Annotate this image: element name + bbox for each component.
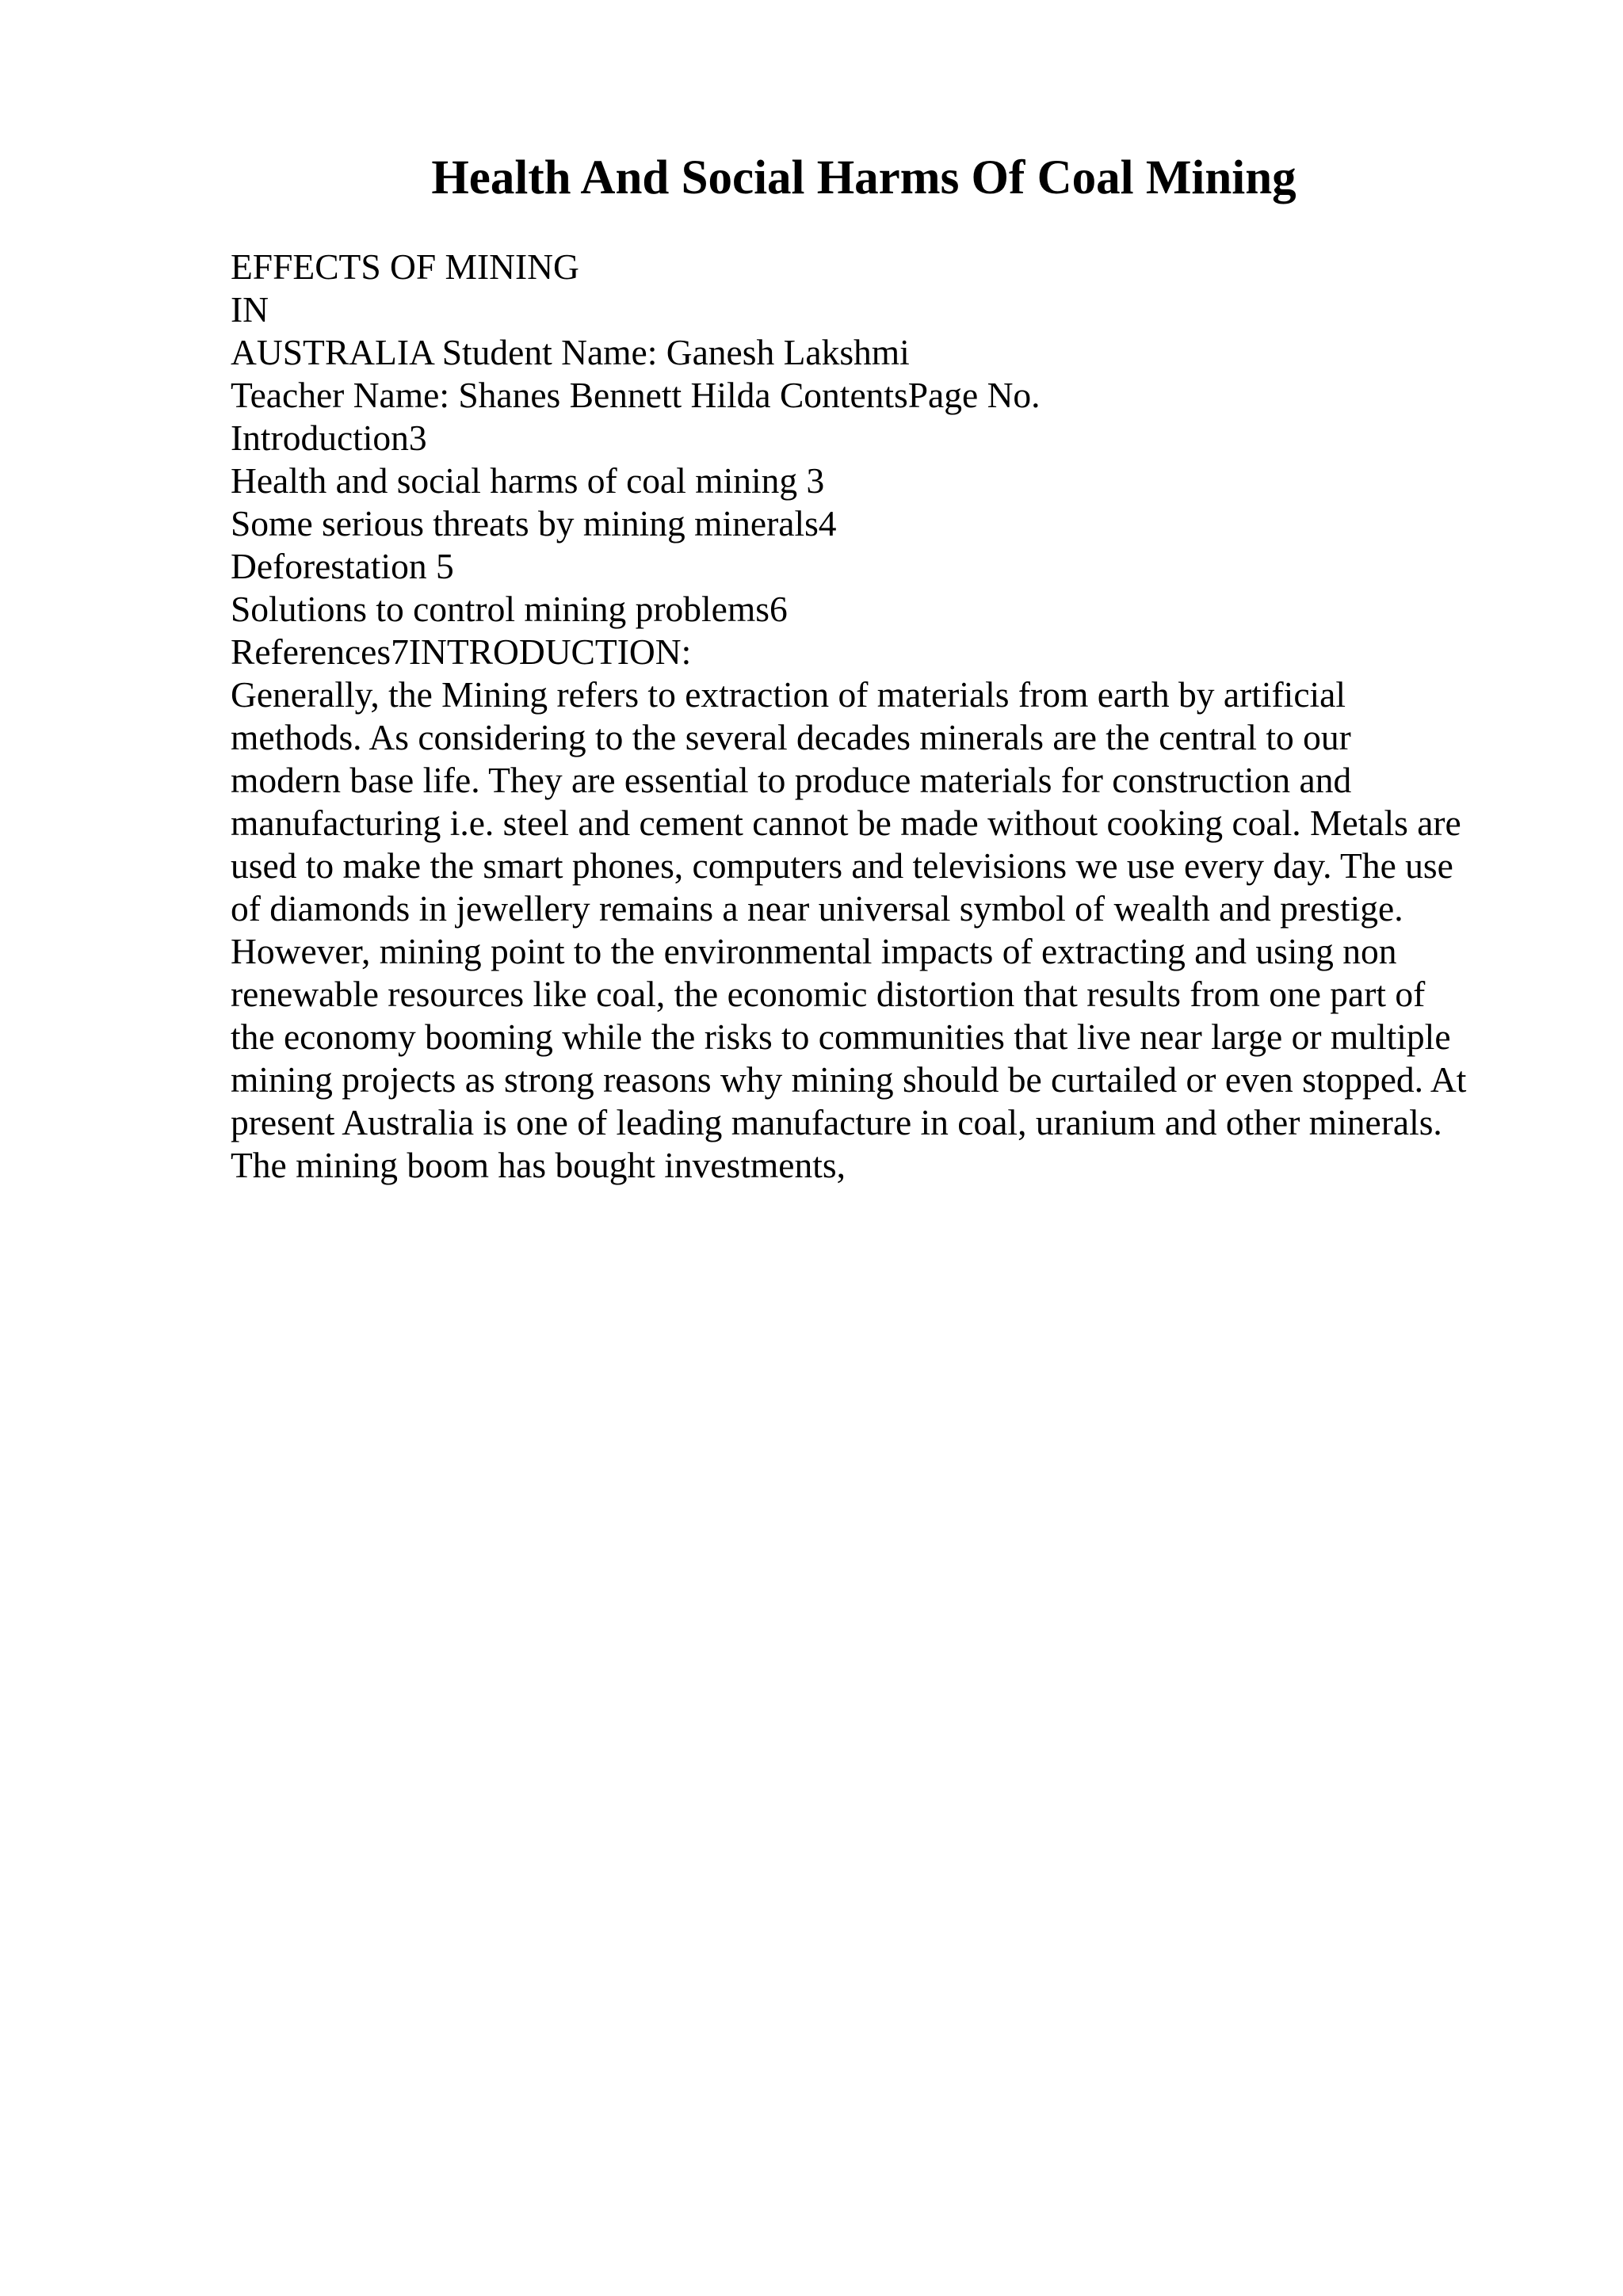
paragraph-line: modern base life. They are essential to produce materials for construction and (231, 760, 1352, 800)
paragraph-line: used to make the smart phones, computers and televisions we use every day. The use (231, 845, 1453, 886)
toc-entry-references: References7INTRODUCTION: (231, 631, 692, 672)
paragraph-line: The mining boom has bought investments, (231, 1145, 846, 1185)
document-title: Health And Social Harms Of Coal Mining (431, 151, 1296, 204)
toc-entry-solutions: Solutions to control mining problems6 (231, 589, 788, 629)
paragraph-line: manufacturing i.e. steel and cement cannot be made without cooking coal. Metals are (231, 803, 1461, 843)
toc-entry-introduction: Introduction3 (231, 418, 427, 458)
paragraph-line: of diamonds in jewellery remains a near universal symbol of wealth and prestige. (231, 888, 1403, 929)
paragraph-line: renewable resources like coal, the economic distortion that results from one part of (231, 974, 1426, 1014)
toc-entry-health: Health and social harms of coal mining 3 (231, 460, 825, 501)
cover-line-teacher: Teacher Name: Shanes Bennett Hilda ContentsPage No. (231, 375, 1041, 415)
cover-line-effects: EFFECTS OF MINING (231, 246, 579, 287)
paragraph-line: However, mining point to the environmental impacts of extracting and using non (231, 931, 1397, 971)
paragraph-line: the economy booming while the risks to communities that live near large or multiple (231, 1016, 1451, 1057)
toc-entry-threats: Some serious threats by mining minerals4 (231, 503, 837, 543)
document-body (231, 246, 1594, 1187)
paragraph-line: Generally, the Mining refers to extraction of materials from earth by artificial (231, 674, 1346, 715)
cover-line-in: IN (231, 289, 269, 330)
cover-line-student: AUSTRALIA Student Name: Ganesh Lakshmi (231, 332, 910, 372)
paragraph-line: present Australia is one of leading manufacture in coal, uranium and other minerals. (231, 1102, 1442, 1142)
paragraph-line: mining projects as strong reasons why mining should be curtailed or even stopped. At (231, 1059, 1467, 1100)
paragraph-line: methods. As considering to the several decades minerals are the central to our (231, 717, 1351, 757)
toc-entry-deforestation: Deforestation 5 (231, 546, 454, 586)
